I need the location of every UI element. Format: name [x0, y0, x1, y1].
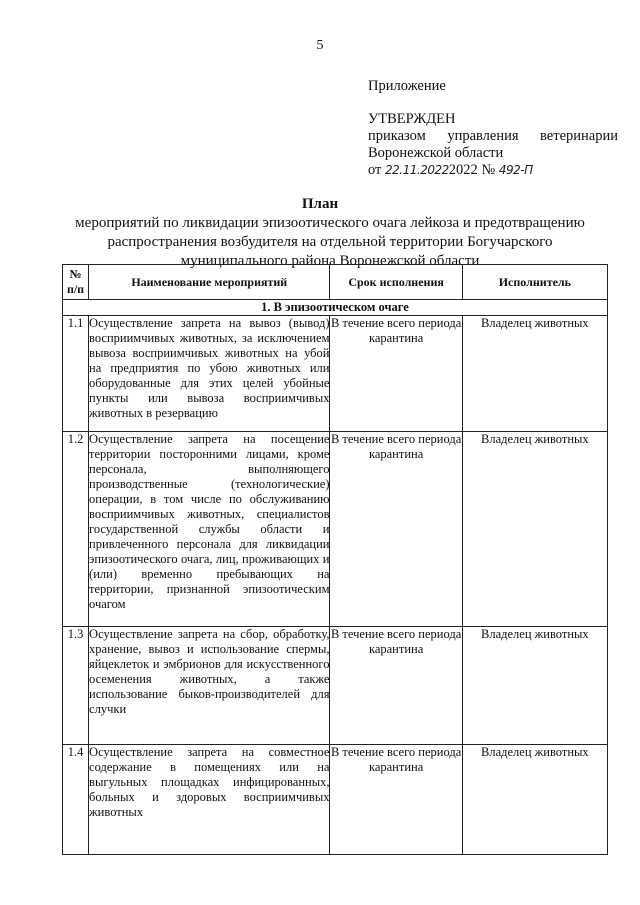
section-title: 1. В эпизоотическом очаге: [63, 300, 608, 316]
row-term: В течение всего периода карантина: [330, 745, 462, 855]
table-header-row: [63, 265, 608, 300]
row-num: 1.1: [63, 316, 89, 432]
document-subtitle: мероприятий по ликвидации эпизоотического очага лейкоза и предотвращению распространения возбудителя на отдельной территории Богучарского муниципального района Воронежской области: [75, 215, 585, 269]
table-row: [63, 432, 608, 627]
document-title: План: [301, 196, 339, 212]
section-row: [63, 300, 608, 316]
handwritten-date: 22.11.2022: [385, 163, 449, 177]
annex-label: Приложение: [368, 78, 446, 94]
row-term: В течение всего периода карантина: [330, 316, 462, 432]
row-num: 1.4: [63, 745, 89, 855]
date-prefix: от: [368, 162, 382, 178]
order-line-2: Воронежской области: [368, 145, 504, 161]
row-text: Осуществление запрета на посещение территории посторонними лицами, кроме персонала, выполняющего производственные (технологические) операции, в том числе по обслуживанию восприимчивых животных, специалистов государственной службы области и привлеченного персонала для ликвидации эпизоотического очага, лиц, проживающих и (или) временно пребывающих на территории, признанной эпизоотическим очагом: [89, 432, 330, 627]
row-text: Осуществление запрета на сбор, обработку, хранение, вывоз и использование спермы, яйцеклеток и эмбрионов для искусственного осеменения животных, а также использование быков-производителей для случки: [89, 627, 330, 745]
row-executor: Владелец животных: [462, 316, 607, 432]
row-text: Осуществление запрета на совместное содержание в помещениях или на выгульных площадках инфицированных, больных и здоровых восприимчивых животных: [89, 745, 330, 855]
plan-table: [62, 264, 608, 855]
row-executor: Владелец животных: [462, 627, 607, 745]
row-num: 1.2: [63, 432, 89, 627]
row-num: 1.3: [63, 627, 89, 745]
order-date-line: [368, 162, 618, 179]
order-line-1: приказом управления ветеринарии: [368, 128, 618, 144]
approved-label: УТВЕРЖДЕН: [368, 111, 456, 127]
table-row: [63, 745, 608, 855]
row-executor: Владелец животных: [462, 745, 607, 855]
row-executor: Владелец животных: [462, 432, 607, 627]
header-term: Срок исполнения: [330, 265, 462, 300]
table-row: [63, 627, 608, 745]
table-row: [63, 316, 608, 432]
header-num: № п/п: [63, 265, 89, 300]
header-name: Наименование мероприятий: [89, 265, 330, 300]
row-term: В течение всего периода карантина: [330, 627, 462, 745]
page-number: 5: [316, 38, 324, 53]
handwritten-number: 492-П: [498, 163, 533, 177]
header-executor: Исполнитель: [462, 265, 607, 300]
row-term: В течение всего периода карантина: [330, 432, 462, 627]
approval-block: [368, 78, 618, 179]
row-text: Осуществление запрета на вывоз (вывод) восприимчивых животных, за исключением вывоза восприимчивых животных на убой на предприятия по убою животных или оборудованные для этих целей убойные пункты или вывоза восприимчивых животных в резервацию: [89, 316, 330, 432]
date-year: 2022 №: [448, 162, 496, 178]
